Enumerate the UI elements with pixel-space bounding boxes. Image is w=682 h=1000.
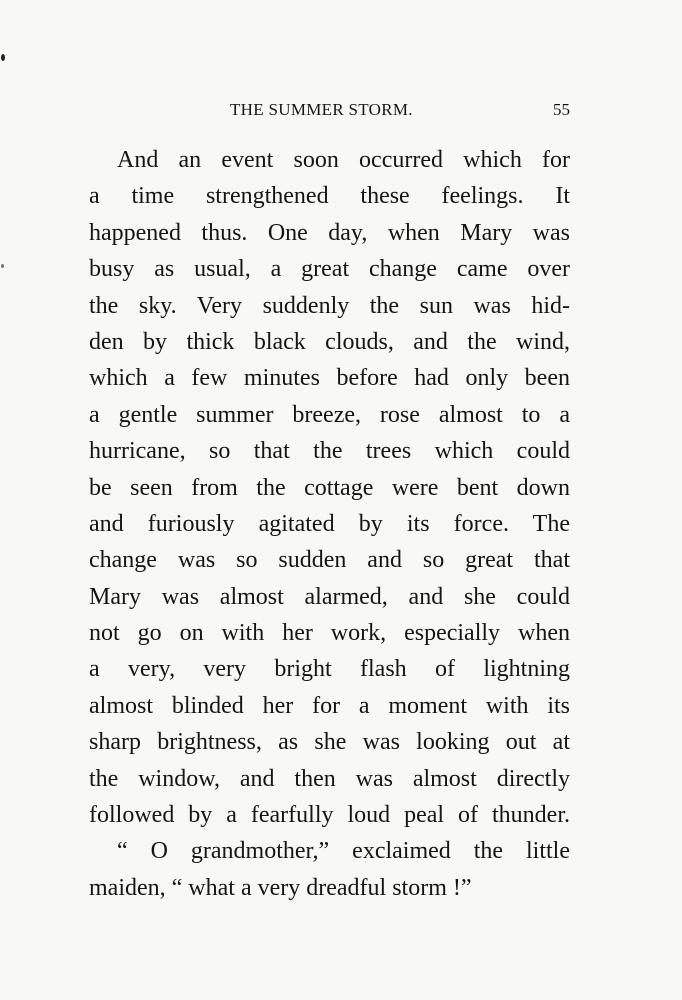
text-line: hurricane, so that the trees which could	[89, 438, 570, 465]
text-line: almost blinded her for a moment with its	[89, 692, 570, 719]
body-text	[89, 142, 570, 906]
text-line: den by thick black clouds, and the wind,	[89, 328, 570, 355]
text-line: Mary was almost alarmed, and she could	[89, 583, 570, 610]
text-line: the sky. Very suddenly the sun was hid-	[89, 292, 570, 319]
text-line: which a few minutes before had only been	[89, 365, 570, 392]
text-line: the window, and then was almost directly	[89, 765, 570, 792]
running-head: THE SUMMER STORM.	[230, 100, 413, 119]
text-line: a gentle summer breeze, rose almost to a	[89, 401, 570, 428]
text-line: a very, very bright flash of lightning	[89, 656, 570, 683]
text-line: happened thus. One day, when Mary was	[89, 219, 570, 246]
text-line: and furiously agitated by its force. The	[89, 510, 570, 537]
text-line: sharp brightness, as she was looking out at	[89, 729, 570, 756]
margin-speck	[1, 54, 5, 61]
text-line: not go on with her work, especially when	[89, 620, 570, 647]
paragraph	[89, 142, 570, 833]
text-line: a time strengthened these feelings. It	[89, 183, 570, 210]
text-line: And an event soon occurred which for	[117, 147, 570, 173]
text-line: maiden, “ what a very dreadful storm !”	[89, 874, 472, 901]
text-line: “ O grandmother,” exclaimed the little	[117, 838, 570, 865]
text-line: followed by a fearfully loud peal of thunder.	[89, 802, 570, 829]
text-line: change was so sudden and so great that	[89, 547, 570, 574]
page-header	[0, 100, 682, 130]
text-line: be seen from the cottage were bent down	[89, 474, 570, 501]
page-number: 55	[553, 100, 570, 119]
text-line: busy as usual, a great change came over	[89, 256, 570, 283]
paragraph	[89, 833, 570, 906]
margin-speck	[1, 264, 4, 268]
